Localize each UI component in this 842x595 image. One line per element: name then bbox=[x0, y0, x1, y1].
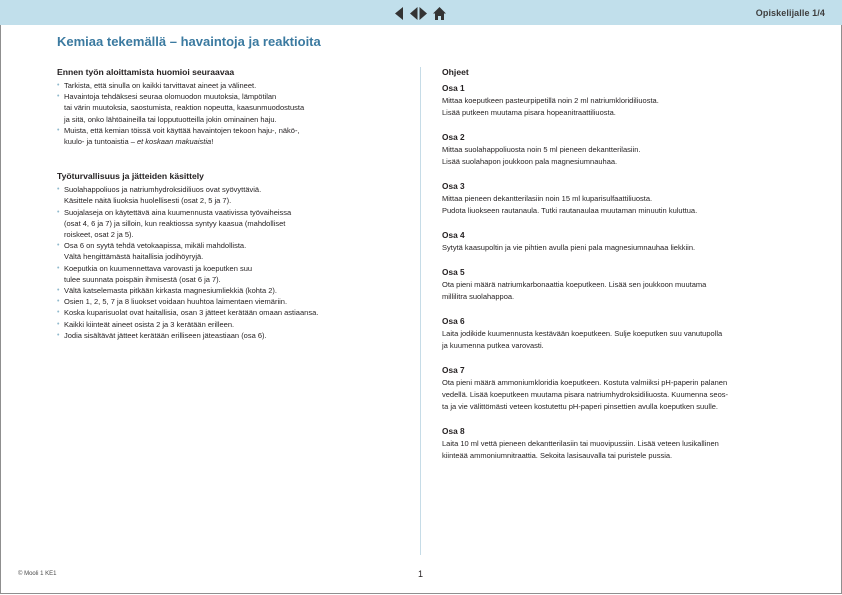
section-heading: Ennen työn aloittamista huomioi seuraavaa bbox=[57, 67, 235, 77]
list-item: • Osien 1, 2, 5, 7 ja 8 liuokset voidaan huuhtoa laimentaen viemäriin. bbox=[57, 296, 387, 307]
part-text: Mittaa suolahappoliuosta noin 5 ml pieneen dekantterilasiin. Lisää suolahapon joukkoon pala magnesiumnauhaa. bbox=[442, 145, 641, 166]
emphasis-text: et koskaan makuaistia bbox=[136, 137, 212, 147]
column-divider bbox=[420, 67, 421, 555]
part-title: Osa 7 bbox=[442, 365, 465, 375]
part-title: Osa 2 bbox=[442, 132, 465, 142]
part-text: Mittaa pieneen dekantterilasiin noin 15 ml kuparisulfaattiliuosta. Pudota liuokseen rautanaula. Tutki rautanaulaa muutaman minuutin kuluttua. bbox=[442, 194, 698, 215]
safety-section bbox=[57, 171, 387, 341]
navigation bbox=[395, 6, 446, 20]
home-icon[interactable] bbox=[433, 7, 446, 20]
section-heading: Työturvallisuus ja jätteiden käsittely bbox=[57, 171, 204, 182]
list-item: • Vältä katselemasta pitkään kirkasta magnesiumliekkiä (kohta 2). bbox=[57, 285, 387, 296]
list-item-text: Muista, että kemian töissä voit käyttää havaintojen tekoon haju-, näkö-, kuulo- ja tuntoaistia – bbox=[64, 125, 300, 147]
part-text: Mittaa koeputkeen pasteurpipetillä noin 2 ml natriumkloridiliuosta. Lisää putkeen muutama pisara hopeanitraattiliuosta. bbox=[442, 96, 659, 117]
part-6 bbox=[442, 316, 792, 352]
part-text: Laita 10 ml vettä pieneen dekantterilasiin tai muovipussiin. Lisää veteen lusikallinen kiinteää ammoniumnitraattia. Sekoita lasisauvalla tai puristele pussia. bbox=[442, 439, 719, 460]
part-title: Osa 6 bbox=[442, 316, 465, 326]
page-info: Opiskelijalle 1/4 bbox=[755, 8, 825, 18]
part-1 bbox=[442, 83, 792, 119]
list-item-end: ! bbox=[211, 137, 214, 147]
list-item: • Havaintoja tehdäksesi seuraa olomuodon muutoksia, lämpötilan tai värin muutoksia, saostumista, reaktion nopeutta, kaasunmuodostusta ja sitä, onko lähtöaineilla tai lopputuotteilla jokin ominainen haju. bbox=[57, 91, 387, 125]
prev-arrow-icon[interactable] bbox=[395, 7, 404, 20]
part-text: Laita jodikide kuumennusta kestävään koeputkeen. Sulje koeputken suu vanutupolla ja kuumenna putkea varovasti. bbox=[442, 329, 723, 350]
list-item: • Koska kuparisuolat ovat haitallisia, osan 3 jätteet kerätään omaan astiaansa. bbox=[57, 307, 387, 318]
part-title: Osa 4 bbox=[442, 230, 465, 240]
list-item: • Koeputkia on kuumennettava varovasti ja koeputken suu tulee suunnata poispäin ihmisestä (osat 6 ja 7). bbox=[57, 263, 387, 285]
part-title: Osa 5 bbox=[442, 267, 465, 277]
part-4 bbox=[442, 230, 792, 254]
part-text: Ota pieni määrä natriumkarbonaattia koeputkeen. Lisää sen joukkoon muutama millilitra suolahappoa. bbox=[442, 280, 707, 301]
list-item: • Jodia sisältävät jätteet kerätään erilliseen jäteastiaan (osa 6). bbox=[57, 330, 387, 341]
part-2 bbox=[442, 132, 792, 168]
list-item: • Tarkista, että sinulla on kaikki tarvittavat aineet ja välineet. bbox=[57, 80, 387, 91]
list-item: • Kaikki kiinteät aineet osista 2 ja 3 kerätään erilleen. bbox=[57, 319, 387, 330]
preparation-section bbox=[57, 67, 387, 147]
part-3 bbox=[442, 181, 792, 217]
part-title: Osa 8 bbox=[442, 426, 465, 436]
instructions-heading: Ohjeet bbox=[442, 67, 469, 77]
list-item: • Suolahappoliuos ja natriumhydroksidiliuos ovat syövyttäviä. Käsittele näitä liuoksia huolellisesti (osat 2, 5 ja 7). bbox=[57, 184, 387, 206]
part-7 bbox=[442, 365, 792, 413]
preparation-list bbox=[57, 80, 387, 147]
part-title: Osa 3 bbox=[442, 181, 465, 191]
part-8 bbox=[442, 426, 792, 462]
part-5 bbox=[442, 267, 792, 303]
page-title: Kemiaa tekemällä – havaintoja ja reaktioita bbox=[57, 34, 321, 49]
top-bar bbox=[0, 0, 842, 25]
part-text: Ota pieni määrä ammoniumkloridia koeputkeen. Kostuta valmiiksi pH-paperin palanen vedellä. Lisää koeputkeen muutama pisara natriumhydroksidiliuosta. Kuumenna seos- ta ja vie välittömästi veteen kostutettu pH-paperi pinsettien avulla koeputken suulle. bbox=[442, 378, 728, 411]
left-column bbox=[57, 67, 387, 341]
part-text: Sytytä kaasupoltin ja vie pihtien avulla pieni pala magnesiumnauhaa liekkiin. bbox=[442, 243, 696, 252]
list-item: • Osa 6 on syytä tehdä vetokaapissa, mikäli mahdollista. Vältä hengittämästä haitallisia jodihöyryjä. bbox=[57, 240, 387, 262]
list-item bbox=[57, 125, 387, 147]
page-number: 1 bbox=[418, 569, 424, 579]
safety-list bbox=[57, 184, 387, 341]
list-item: • Suojalaseja on käytettävä aina kuumennusta vaativissa työvaiheissa (osat 4, 6 ja 7) ja silloin, kun reaktiossa syntyy kaasua (mahdolliset roiskeet, osat 2 ja 5). bbox=[57, 207, 387, 241]
prev-next-arrows-icon[interactable] bbox=[410, 7, 427, 20]
copyright: © Mooli 1 KE1 bbox=[18, 571, 57, 577]
part-title: Osa 1 bbox=[442, 83, 465, 93]
right-column bbox=[442, 67, 792, 462]
